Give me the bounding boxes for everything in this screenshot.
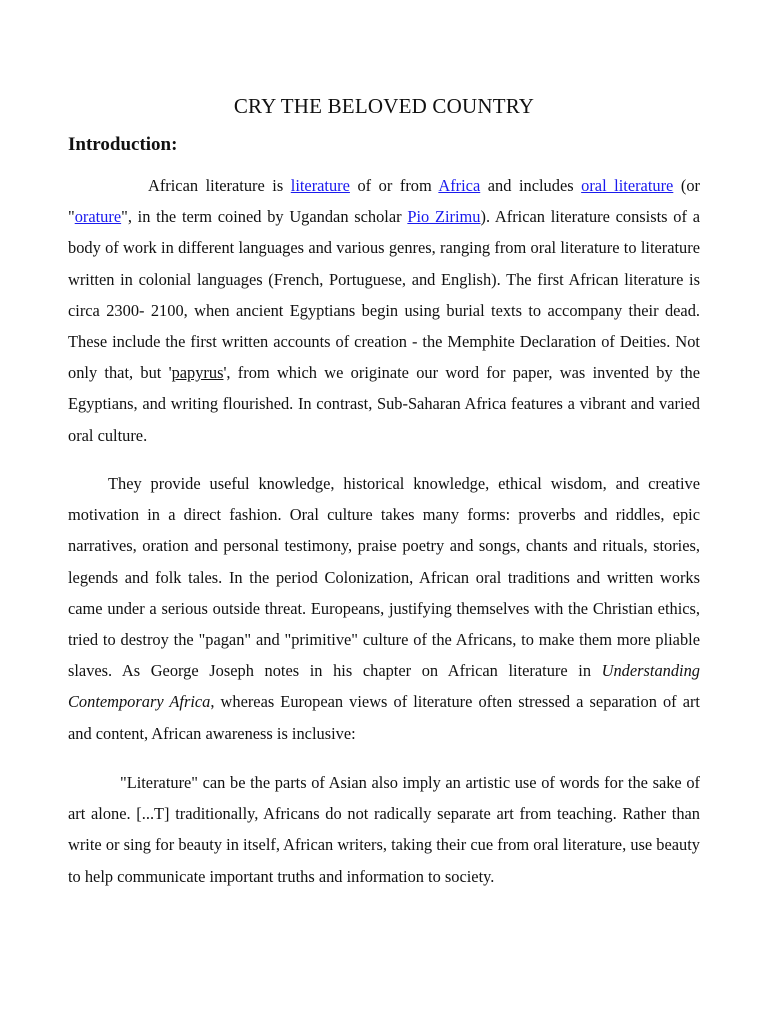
paragraph-intro bbox=[68, 170, 700, 451]
text-run: ', from which we originate our word for paper, was invented by the Egyptians, and writing flourished. In contrast, Sub-Saharan Africa features a vibrant and varied oral culture. bbox=[68, 363, 700, 445]
text-run: , whereas European views of literature often stressed a separation of art and content, African awareness is inclusive: bbox=[68, 692, 700, 743]
text-run: ", in the term coined by Ugandan scholar bbox=[121, 207, 408, 227]
text-run: African literature is bbox=[148, 176, 291, 195]
link-literature[interactable]: literature bbox=[290, 176, 350, 195]
link-africa[interactable]: Africa bbox=[438, 176, 481, 195]
text-run: They provide useful knowledge, historical knowledge, ethical wisdom, and creative motivation in a direct fashion. Oral culture takes many forms: proverbs and riddles, epic narratives, oration and personal testimony, praise poetry and songs, chants and rituals, stories, legends and folk tales. In the period Colonization, African oral traditions and written works came under a serious outside threat. Europeans, justifying themselves with the Christian ethics, tried to destroy the "pagan" and "primitive" culture of the Africans, to make them more pliable slaves. As George Joseph notes in his chapter on African literature in bbox=[68, 474, 700, 681]
link-oral-literature[interactable]: oral literature bbox=[581, 176, 674, 195]
text-run: and includes bbox=[480, 176, 582, 195]
link-orature[interactable]: orature bbox=[74, 207, 122, 227]
text-run: "Literature" can be the parts of Asian also imply an artistic use of words for the sake of art alone. [...T] traditionally, Africans do not radically separate art from teaching. Rather than write or sing for beauty in itself, African writers, taking their cue from oral literature, use beauty to help communicate important truths and information to society. bbox=[68, 773, 700, 886]
document-title: CRY THE BELOVED COUNTRY bbox=[233, 94, 535, 118]
paragraph-oral-culture bbox=[68, 468, 700, 749]
section-heading: Introduction: bbox=[68, 134, 178, 155]
link-pio-zirimu[interactable]: Pio Zirimu bbox=[407, 207, 481, 227]
text-run: ). African literature consists of a body of work in different languages and various genres, ranging from oral literature to literature written in colonial languages (French, Portuguese, and English). The first African literature is circa 2300- 2100, when ancient Egyptians begin using burial texts to accompany their dead. These include the first written accounts of creation - the Memphite Declaration of Deities. Not only that, but ' bbox=[68, 207, 700, 383]
text-run: of or from bbox=[349, 176, 439, 195]
book-title: Understanding Contemporary Africa bbox=[68, 661, 700, 712]
paragraph-quote bbox=[68, 767, 700, 892]
papyrus-term: papyrus bbox=[171, 363, 224, 383]
text-run: (or " bbox=[68, 176, 700, 227]
